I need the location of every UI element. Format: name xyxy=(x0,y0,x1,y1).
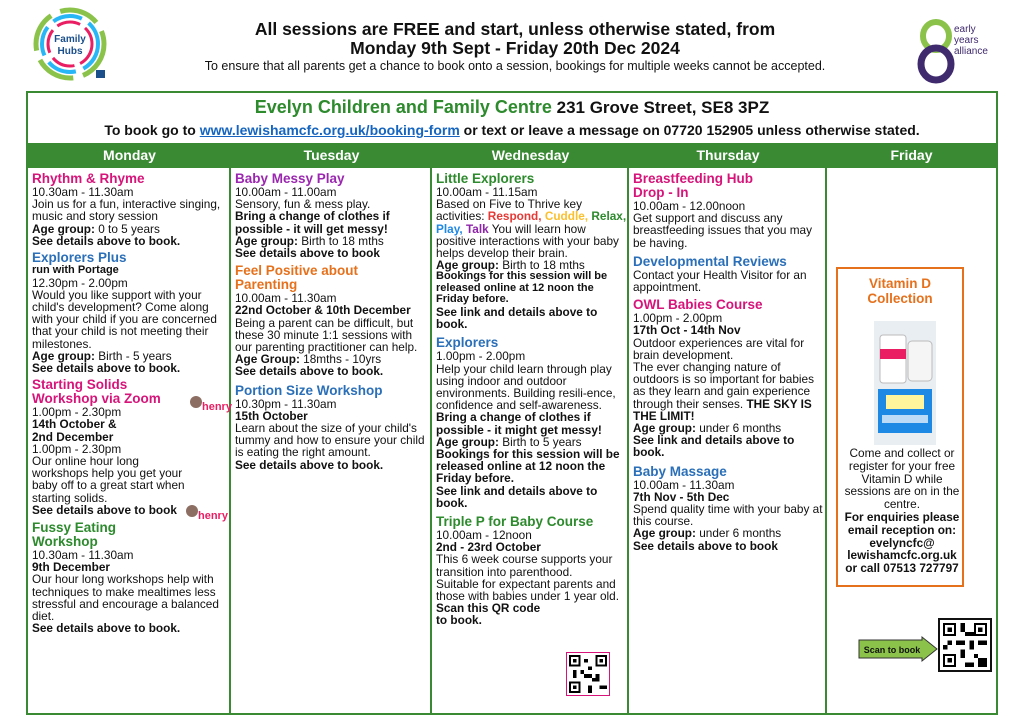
feeding-title-1: Breastfeeding Hub xyxy=(633,171,754,186)
day-friday: Friday xyxy=(890,147,933,163)
portion-time: 10.30pm - 11.30am xyxy=(235,396,337,411)
owl-desc-2: The ever changing nature of outdoors is so important for babies as they learn and gain experience through their senses. THE SKY IS THE LIMIT! xyxy=(633,360,814,423)
svg-text:alliance: alliance xyxy=(954,46,988,57)
vitamin-email-2: lewishamcfc.org.uk xyxy=(847,548,957,563)
vitamin-d-product-image xyxy=(874,321,936,445)
owl-details: See link and details above to book. xyxy=(633,433,795,460)
vitamin-text xyxy=(842,447,962,575)
explorers-details: See link and details above to book. xyxy=(436,483,598,510)
owl-age: Age group: under 6 months xyxy=(633,421,782,436)
tuesday-column xyxy=(231,168,432,715)
positive-details: See details above to book. xyxy=(235,364,384,379)
explorers-title: Explorers xyxy=(436,335,499,351)
massage-title: Baby Massage xyxy=(633,463,727,479)
reviews-desc: Contact your Health Visitor for an appointment. xyxy=(633,267,807,295)
positive-dates: 22nd October & 10th December xyxy=(235,303,411,318)
vitamin-title-1: Vitamin D xyxy=(868,276,931,291)
svg-text:Family: Family xyxy=(54,34,86,45)
venue-heading xyxy=(28,97,996,118)
triple-desc-2: Suitable for expectant parents and those with babies under 1 year old. xyxy=(436,576,619,603)
header xyxy=(150,20,880,74)
fussy-title-1: Fussy Eating xyxy=(32,519,117,535)
fussy-desc: Our hour long workshops help with techniques to make mealtimes less stressful and encourage a balanced diet. xyxy=(32,572,219,623)
triple-dates: 2nd - 23rd October xyxy=(436,540,541,555)
owl-title: OWL Babies Course xyxy=(633,297,763,313)
solids-title-2: Workshop via Zoom xyxy=(32,391,161,407)
messy-details: See details above to book xyxy=(235,246,380,261)
massage-time: 10.00am - 11.30am xyxy=(633,477,735,492)
explorers-plus-desc: Would you like support with your child's development? Come along with your child if you are concerned that your child is not meeting their milestones. xyxy=(32,287,217,351)
explorers-plus-details: See details above to book. xyxy=(32,360,181,375)
feeding-desc: Get support and discuss any breastfeeding issues that you may be having. xyxy=(633,211,813,250)
vitamin-title-2: Collection xyxy=(867,291,933,306)
triple-p-title: Triple P for Baby Course xyxy=(436,513,594,529)
triple-time: 10.00am - 12noon xyxy=(436,527,532,542)
solids-title-1: Starting Solids xyxy=(32,377,128,393)
header-line-3: To ensure that all parents get a chance to book onto a session, bookings for multiple weeks cannot be accepted. xyxy=(204,59,826,73)
wednesday-column xyxy=(432,168,629,715)
positive-desc: Being a parent can be difficult, but these 30 minute 1:1 sessions with our parenting practitioner can help. xyxy=(235,315,418,355)
positive-age: Age Group: 18mths - 10yrs xyxy=(235,352,382,367)
portion-title: Portion Size Workshop xyxy=(235,382,383,398)
little-explorers-title: Little Explorers xyxy=(436,171,535,186)
vitamin-phone: or call 07513 727797 xyxy=(845,561,959,576)
solids-dates-2: 2nd December xyxy=(32,429,114,444)
positive-time: 10.00am - 11.30am xyxy=(235,291,337,306)
day-tuesday: Tuesday xyxy=(303,147,360,163)
explorers-plus-sub: run with Portage xyxy=(32,264,119,277)
svg-text:years: years xyxy=(954,35,979,46)
booking-suffix: or text or leave a message on 07720 152905 unless otherwise stated. xyxy=(463,122,920,138)
explorers-plus-age: Age group: Birth - 5 years xyxy=(32,348,172,363)
messy-time: 10.00am - 11.00am xyxy=(235,185,337,199)
positive-title-2: Parenting xyxy=(235,277,298,293)
triple-scan-1: Scan this QR code xyxy=(436,601,541,616)
rhythm-time: 10.30am - 11.30am xyxy=(32,185,134,199)
header-line-1: All sessions are FREE and start, unless otherwise stated, from xyxy=(254,19,776,39)
little-age: Age group: Birth to 18 mths xyxy=(436,258,585,273)
messy-bold: Bring a change of clothes if possible - it will get messy! xyxy=(235,209,390,236)
header-line-2: Monday 9th Sept - Friday 20th Dec 2024 xyxy=(350,38,680,58)
day-header-bar xyxy=(28,143,996,168)
explorers-bold: Bring a change of clothes if possible - it might get messy! xyxy=(436,410,602,437)
explorers-time: 1.00pm - 2.00pm xyxy=(436,349,526,364)
booking-link[interactable]: www.lewishamcfc.org.uk/booking-form xyxy=(199,122,460,138)
svg-text:henry: henry xyxy=(202,401,232,413)
booking-prefix: To book go to xyxy=(104,122,196,138)
qr-code-triple-p[interactable] xyxy=(566,652,610,696)
massage-details: See details above to book xyxy=(633,538,778,553)
solids-time-1: 1.00pm - 2.30pm xyxy=(32,405,122,420)
explorers-plus-time: 12.30pm - 2.00pm xyxy=(32,275,128,290)
vitamin-email-1: evelyncfc@ xyxy=(869,535,935,550)
fussy-date: 9th December xyxy=(32,560,111,575)
vitamin-enq-2: email reception on: xyxy=(847,522,957,537)
venue-address: 231 Grove Street, SE8 3PZ xyxy=(556,98,770,117)
reviews-title: Developmental Reviews xyxy=(633,253,787,269)
owl-dates: 17th Oct - 14th Nov xyxy=(633,323,741,338)
triple-scan-2: to book. xyxy=(436,613,482,628)
triple-desc: This 6 week course supports your transition into parenthood. xyxy=(436,552,613,579)
vitamin-d-box xyxy=(836,267,964,587)
qr-code-friday[interactable] xyxy=(938,618,992,672)
portion-date: 15th October xyxy=(235,408,308,423)
rhythm-age: Age group: 0 to 5 years xyxy=(32,221,160,236)
messy-age: Age group: Birth to 18 mths xyxy=(235,233,384,248)
rhythm-title: Rhythm & Rhyme xyxy=(32,171,145,186)
scan-to-book xyxy=(858,637,938,666)
positive-title-1: Feel Positive about xyxy=(235,263,359,279)
portion-desc: Learn about the size of your child's tummy and how to ensure your child is eating the right amount. xyxy=(235,421,425,460)
venue-name: Evelyn Children and Family Centre xyxy=(254,97,552,117)
solids-desc: Our online hour long workshops help you get your baby off to a great start when starting solids. xyxy=(32,453,185,505)
feeding-title-2: Drop - In xyxy=(633,185,689,200)
svg-text:henry: henry xyxy=(198,510,228,522)
early-years-alliance-logo xyxy=(916,16,1000,86)
explorers-release: Bookings for this session will be released online at 12 noon the Friday before. xyxy=(436,446,620,486)
portion-details: See details above to book. xyxy=(235,457,384,472)
scan-to-book-label: Scan to book xyxy=(863,645,921,655)
massage-age: Age group: under 6 months xyxy=(633,526,782,541)
explorers-age: Age group: Birth to 5 years xyxy=(436,434,582,449)
fussy-time: 10.30am - 11.30am xyxy=(32,547,134,562)
solids-time-2: 1.00pm - 2.30pm xyxy=(32,441,122,456)
little-release: Bookings for this session will be released online at 12 noon the Friday before. xyxy=(436,270,608,306)
massage-desc: Spend quality time with your baby at this course. xyxy=(633,502,823,529)
svg-text:early: early xyxy=(954,24,976,35)
messy-desc: Sensory, fun & mess play. xyxy=(235,197,371,212)
family-hubs-logo xyxy=(32,4,108,82)
svg-text:Hubs: Hubs xyxy=(57,46,83,57)
little-desc: Based on Five to Thrive key activities: Respond, Cuddle, Relax, Play, Talk You will learn how positive interactions with your baby helps develop their brain. xyxy=(436,197,627,261)
little-details: See link and details above to book. xyxy=(436,304,598,332)
solids-dates: 14th October & xyxy=(32,417,117,432)
day-thursday: Thursday xyxy=(696,147,760,163)
booking-info xyxy=(28,121,996,139)
massage-dates: 7th Nov - 5th Dec xyxy=(633,489,730,504)
day-wednesday: Wednesday xyxy=(491,147,570,163)
fussy-details: See details above to book. xyxy=(32,621,181,636)
thursday-column xyxy=(629,168,827,715)
solids-details: See details above to book xyxy=(32,502,177,517)
henry-logo xyxy=(188,393,232,419)
fussy-title-2: Workshop xyxy=(32,533,98,549)
rhythm-details: See details above to book. xyxy=(32,233,181,248)
vitamin-desc: Come and collect or register for your free Vitamin D while sessions are on in the centre. xyxy=(844,446,960,512)
explorers-desc: Help your child learn through play using indoor and outdoor environments. Building resili-ence, confidence and self-awareness. xyxy=(436,361,616,413)
explorers-plus-title: Explorers Plus xyxy=(32,250,127,266)
feeding-time: 10.00am - 12.00noon xyxy=(633,199,746,213)
monday-column xyxy=(28,168,231,715)
vitamin-enq-1: For enquiries please xyxy=(844,509,960,524)
messy-title: Baby Messy Play xyxy=(235,171,345,186)
little-time: 10.00am - 11.15am xyxy=(436,185,538,199)
rhythm-desc: Join us for a fun, interactive singing, music and story session xyxy=(32,197,221,224)
day-monday: Monday xyxy=(103,147,156,163)
owl-desc: Outdoor experiences are vital for brain development. xyxy=(633,335,805,362)
owl-time: 1.00pm - 2.00pm xyxy=(633,311,723,326)
henry-logo-2 xyxy=(184,502,228,528)
